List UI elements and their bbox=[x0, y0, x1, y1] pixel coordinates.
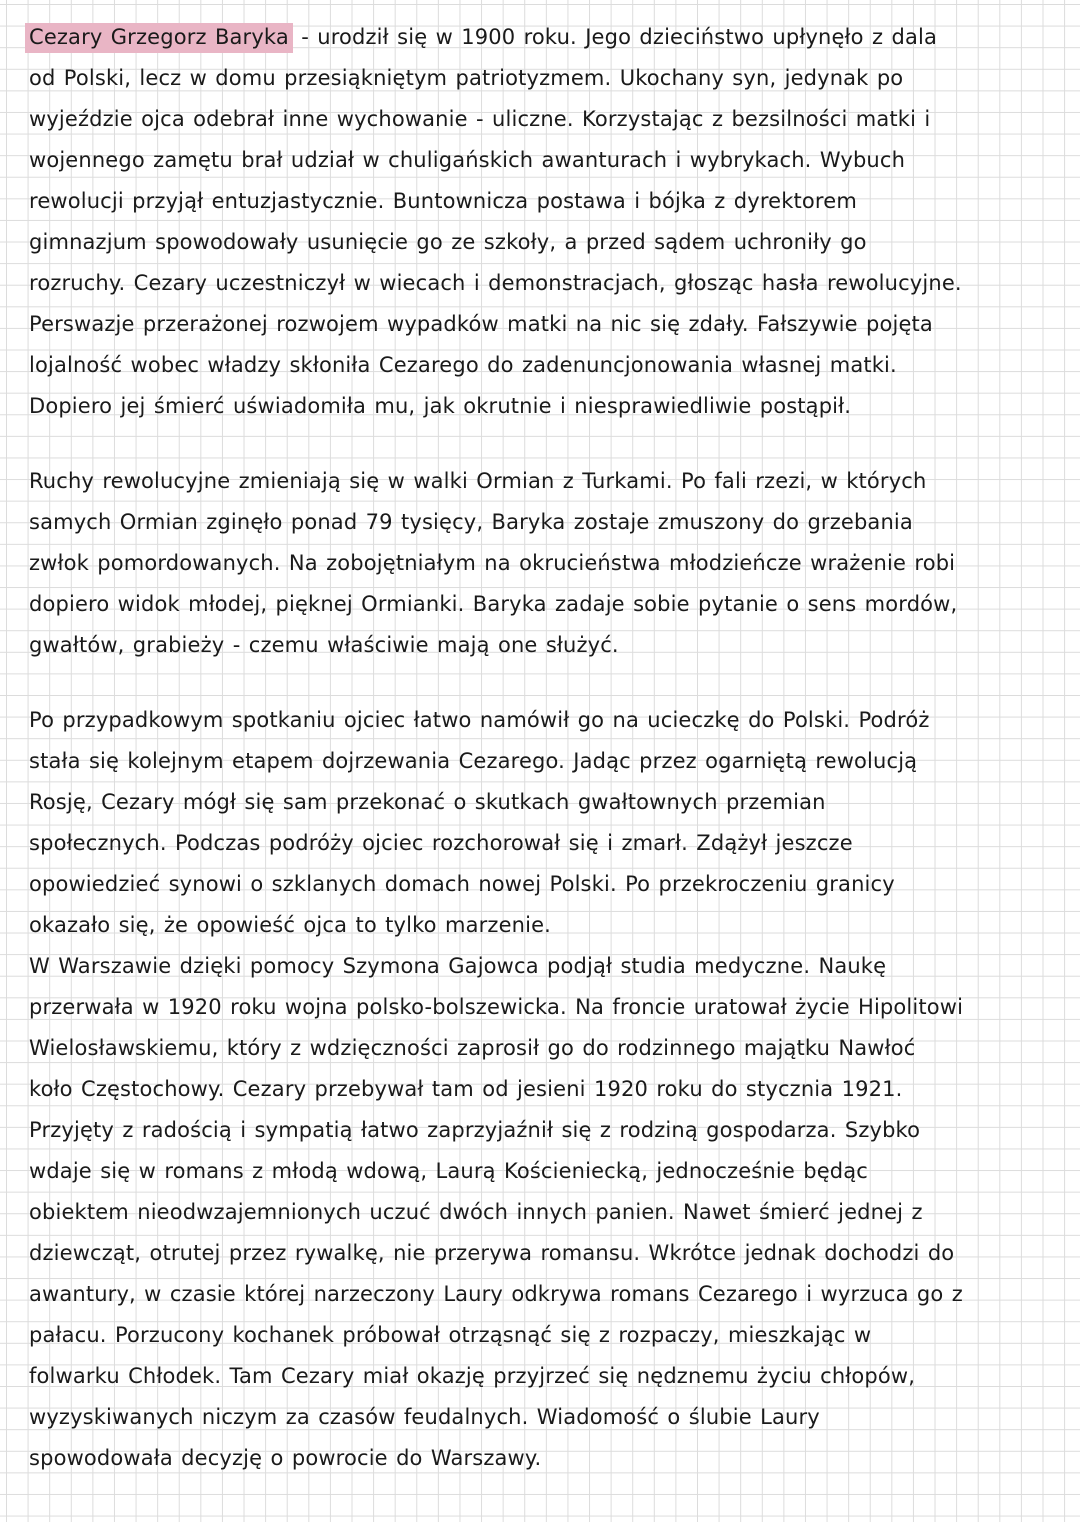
text-line: okazało się, że opowieść ojca to tylko marzenie. bbox=[29, 913, 551, 937]
text-line: koło Częstochowy. Cezary przebywał tam od jesieni 1920 roku do stycznia 1921. bbox=[29, 1077, 903, 1101]
text-line: wyjeździe ojca odebrał inne wychowanie - uliczne. Korzystając z bezsilności matki i bbox=[29, 107, 931, 131]
text-line: wdaje się w romans z młodą wdową, Laurą Kościeniecką, jednocześnie będąc bbox=[29, 1159, 868, 1183]
text-line: gwałtów, grabieży - czemu właściwie mają one służyć. bbox=[29, 633, 619, 657]
text-line: Wielosławskiemu, który z wdzięczności zaprosił go do rodzinnego majątku Nawłoć bbox=[29, 1036, 916, 1060]
text-line: dopiero widok młodej, pięknej Ormianki. Baryka zadaje sobie pytanie o sens mordów, bbox=[29, 592, 958, 616]
text-line: Przyjęty z radością i sympatią łatwo zaprzyjaźnił się z rodziną gospodarza. Szybko bbox=[29, 1118, 921, 1142]
text-line: Rosję, Cezary mógł się sam przekonać o skutkach gwałtownych przemian bbox=[29, 790, 826, 814]
text-line: obiektem nieodwzajemnionych uczuć dwóch innych panien. Nawet śmierć jednej z bbox=[29, 1200, 923, 1224]
text-line: wojennego zamętu brał udział w chuligańskich awanturach i wybrykach. Wybuch bbox=[29, 148, 906, 172]
text-line: Dopiero jej śmierć uświadomiła mu, jak okrutnie i niesprawiedliwie postąpił. bbox=[29, 394, 852, 418]
text-line: Cezary Grzegorz Baryka - urodził się w 1900 roku. Jego dzieciństwo upłynęło z dala bbox=[29, 17, 1039, 58]
text-line: Po przypadkowym spotkaniu ojciec łatwo namówił go na ucieczkę do Polski. Podróż bbox=[29, 708, 930, 732]
paragraph-armenia bbox=[29, 461, 1039, 666]
text-line: zwłok pomordowanych. Na zobojętniałym na okrucieństwa młodzieńcze wrażenie robi bbox=[29, 551, 956, 575]
text-line: lojalność wobec władzy skłoniła Cezarego do zadenuncjonowania własnej matki. bbox=[29, 353, 897, 377]
text-line: wyzyskiwanych niczym za czasów feudalnych. Wiadomość o ślubie Laury bbox=[29, 1405, 820, 1429]
text-line: gimnazjum spowodowały usunięcie go ze szkoły, a przed sądem uchroniły go bbox=[29, 230, 867, 254]
text-line: folwarku Chłodek. Tam Cezary miał okazję przyjrzeć się nędznemu życiu chłopów, bbox=[29, 1364, 916, 1388]
text-line: dziewcząt, otrutej przez rywalkę, nie przerywa romansu. Wkrótce jednak dochodzi do bbox=[29, 1241, 955, 1265]
text-line: od Polski, lecz w domu przesiąkniętym patriotyzmem. Ukochany syn, jedynak po bbox=[29, 66, 904, 90]
text-line: awantury, w czasie której narzeczony Laury odkrywa romans Cezarego i wyrzuca go z bbox=[29, 1282, 963, 1306]
text-line: Ruchy rewolucyjne zmieniają się w walki Ormian z Turkami. Po fali rzezi, w których bbox=[29, 469, 927, 493]
text-line: rewolucji przyjął entuzjastycznie. Buntownicza postawa i bójka z dyrektorem bbox=[29, 189, 857, 213]
text-line: rozruchy. Cezary uczestniczył w wiecach i demonstracjach, głosząc hasła rewolucyjne. bbox=[29, 271, 962, 295]
paragraph-poland bbox=[29, 700, 1039, 1479]
notes-page bbox=[29, 17, 1039, 1479]
paragraph-childhood bbox=[29, 17, 1039, 427]
text-line: opowiedzieć synowi o szklanych domach nowej Polski. Po przekroczeniu granicy bbox=[29, 872, 895, 896]
text-line: przerwała w 1920 roku wojna polsko-bolszewicka. Na froncie uratował życie Hipolitowi bbox=[29, 995, 964, 1019]
text-line: Perswazje przerażonej rozwojem wypadków matki na nic się zdały. Fałszywie pojęta bbox=[29, 312, 933, 336]
text-line: samych Ormian zginęło ponad 79 tysięcy, Baryka zostaje zmuszony do grzebania bbox=[29, 510, 913, 534]
text-line: W Warszawie dzięki pomocy Szymona Gajowca podjął studia medyczne. Naukę bbox=[29, 954, 887, 978]
text-line: społecznych. Podczas podróży ojciec rozchorował się i zmarł. Zdążył jeszcze bbox=[29, 831, 853, 855]
text-line: stała się kolejnym etapem dojrzewania Cezarego. Jadąc przez ogarniętą rewolucją bbox=[29, 749, 918, 773]
highlighted-name: Cezary Grzegorz Baryka bbox=[25, 23, 293, 53]
text-line: pałacu. Porzucony kochanek próbował otrząsnąć się z rozpaczy, mieszkając w bbox=[29, 1323, 872, 1347]
text-line: spowodowała decyzję o powrocie do Warszawy. bbox=[29, 1446, 542, 1470]
